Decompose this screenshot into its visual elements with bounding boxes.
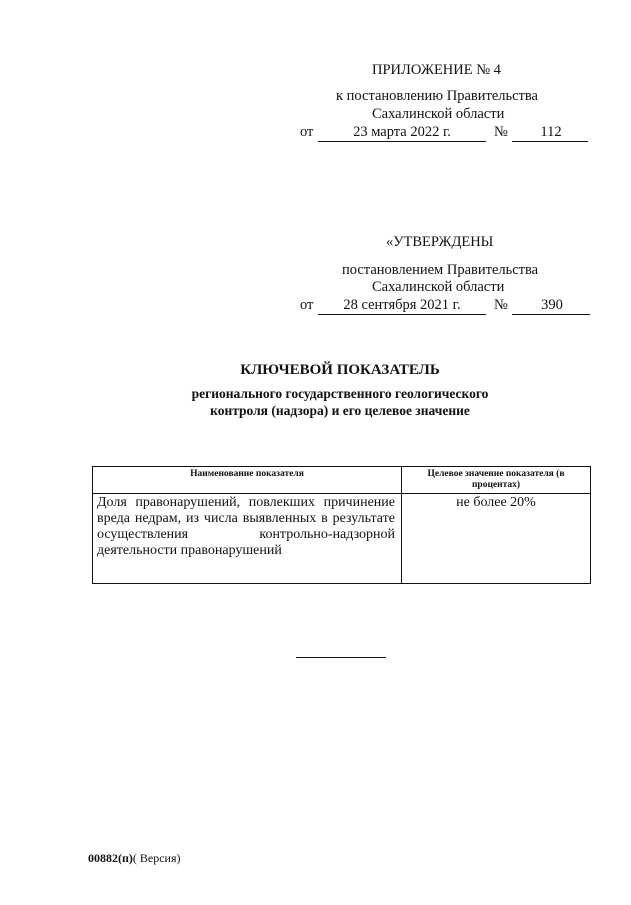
appendix-resolution-line: к постановлению Правительства — [336, 88, 538, 104]
table-row — [93, 494, 591, 584]
approved-number-underline — [512, 314, 590, 315]
appendix-region-line: Сахалинской области — [372, 106, 505, 122]
approved-number: 390 — [541, 297, 563, 313]
document-title: КЛЮЧЕВОЙ ПОКАЗАТЕЛЬ — [240, 362, 440, 378]
document-subtitle-line2: контроля (надзора) и его целевое значение — [210, 403, 470, 418]
end-separator-line — [296, 657, 386, 658]
table-header-row — [93, 467, 591, 494]
appendix-date-underline — [318, 141, 486, 142]
approved-from-label: от — [300, 297, 314, 313]
appendix-number-sign: № — [494, 124, 508, 140]
column-header-name: Наименование показателя — [93, 467, 402, 494]
approved-resolution-line: постановлением Правительства — [342, 262, 539, 278]
appendix-date: 23 марта 2022 г. — [353, 124, 451, 140]
footer-document-code — [88, 851, 181, 866]
indicator-name-cell: Доля правонарушений, повлекших причинение вреда недрам, из числа выявленных в результате осуществления контрольно-надзорной деятельности правонарушений — [93, 494, 402, 584]
document-subtitle-line1: регионального государственного геологического — [191, 386, 489, 401]
column-header-target-value: Целевое значение показателя (в процентах) — [402, 467, 591, 494]
approved-date: 28 сентября 2021 г. — [343, 297, 461, 313]
appendix-title: ПРИЛОЖЕНИЕ № 4 — [372, 62, 501, 78]
approved-region-line: Сахалинской области — [372, 279, 505, 295]
indicator-table — [92, 466, 591, 584]
indicator-value-cell: не более 20% — [402, 494, 591, 584]
footer-code-id: 00882(п) — [88, 851, 133, 865]
appendix-number-underline — [512, 141, 588, 142]
approved-number-sign: № — [494, 297, 508, 313]
footer-code-version: ( Версия) — [132, 851, 181, 865]
appendix-number: 112 — [540, 124, 562, 140]
approved-title: «УТВЕРЖДЕНЫ — [386, 234, 494, 250]
appendix-from-label: от — [300, 124, 314, 140]
approved-date-underline — [318, 314, 486, 315]
